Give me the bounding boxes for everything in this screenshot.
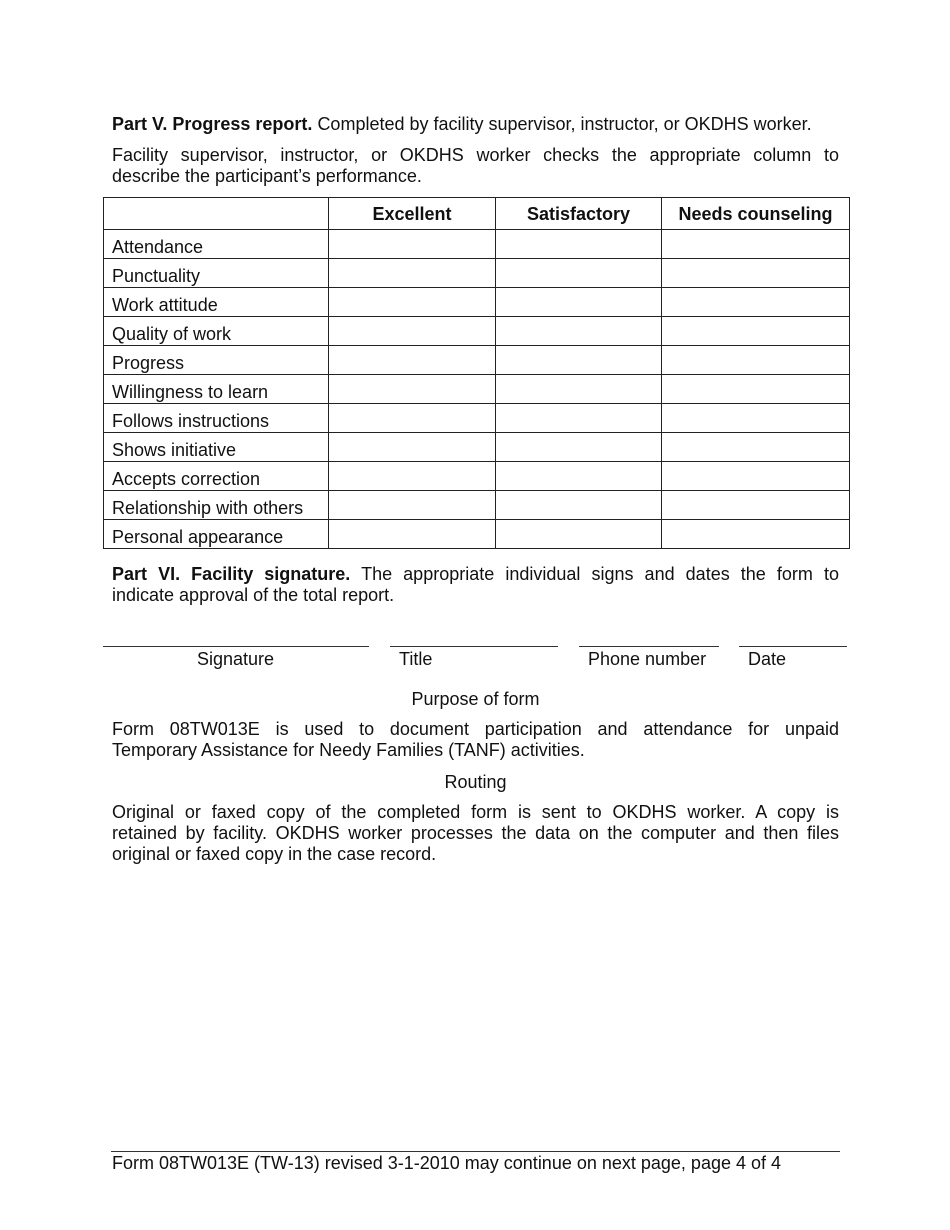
row-label-work-attitude: Work attitude [104, 288, 329, 317]
row-label-attendance: Attendance [104, 230, 329, 259]
part5-intro-text: Completed by facility supervisor, instructor, or OKDHS worker. [317, 114, 812, 134]
table-row [104, 259, 850, 288]
satisfactory-cell[interactable] [496, 317, 662, 346]
needs-counseling-cell[interactable] [662, 520, 850, 549]
title-label: Title [399, 649, 433, 669]
table-header-row [104, 198, 850, 230]
needs-counseling-cell[interactable] [662, 375, 850, 404]
column-header-excellent: Excellent [329, 198, 496, 230]
row-label-quality-of-work: Quality of work [104, 317, 329, 346]
part5-intro [112, 114, 839, 135]
purpose-paragraph [112, 719, 839, 761]
needs-counseling-cell[interactable] [662, 462, 850, 491]
date-line[interactable] [739, 646, 847, 647]
needs-counseling-cell[interactable] [662, 288, 850, 317]
routing-line1: Original or faxed copy of the completed form is sent to OKDHS worker. A copy is [112, 802, 839, 822]
excellent-cell[interactable] [329, 491, 496, 520]
part5-heading: Part V. Progress report. [112, 114, 313, 134]
needs-counseling-cell[interactable] [662, 346, 850, 375]
routing-line2: retained by facility. OKDHS worker processes the data on the computer and then files [112, 823, 839, 843]
excellent-cell[interactable] [329, 404, 496, 433]
needs-counseling-cell[interactable] [662, 259, 850, 288]
part6-paragraph [112, 564, 839, 606]
satisfactory-cell[interactable] [496, 491, 662, 520]
part6-text-line1: The appropriate individual signs and dates the form to [361, 564, 839, 584]
part6-text-line2: indicate approval of the total report. [112, 585, 395, 605]
satisfactory-cell[interactable] [496, 462, 662, 491]
column-header-satisfactory: Satisfactory [496, 198, 662, 230]
table-row [104, 288, 850, 317]
row-label-accepts-correction: Accepts correction [104, 462, 329, 491]
table-row [104, 433, 850, 462]
part6-line1 [112, 564, 839, 585]
row-label-shows-initiative: Shows initiative [104, 433, 329, 462]
satisfactory-cell[interactable] [496, 288, 662, 317]
needs-counseling-cell[interactable] [662, 433, 850, 462]
satisfactory-cell[interactable] [496, 259, 662, 288]
needs-counseling-cell[interactable] [662, 404, 850, 433]
satisfactory-cell[interactable] [496, 404, 662, 433]
row-label-personal-appearance: Personal appearance [104, 520, 329, 549]
row-label-willingness-to-learn: Willingness to learn [104, 375, 329, 404]
excellent-cell[interactable] [329, 520, 496, 549]
satisfactory-cell[interactable] [496, 230, 662, 259]
satisfactory-cell[interactable] [496, 520, 662, 549]
table-row [104, 317, 850, 346]
needs-counseling-cell[interactable] [662, 491, 850, 520]
title-line[interactable] [390, 646, 558, 647]
performance-table [103, 197, 850, 549]
excellent-cell[interactable] [329, 375, 496, 404]
routing-paragraph [112, 802, 839, 865]
part5-instruction-line2: describe the participant’s performance. [112, 166, 422, 186]
table-row [104, 230, 850, 259]
excellent-cell[interactable] [329, 433, 496, 462]
table-row [104, 404, 850, 433]
routing-line3: original or faxed copy in the case record. [112, 844, 437, 864]
part6-heading: Part VI. Facility signature. [112, 564, 351, 584]
excellent-cell[interactable] [329, 462, 496, 491]
footer-text: Form 08TW013E (TW-13) revised 3-1-2010 may continue on next page, page 4 of 4 [112, 1153, 782, 1173]
row-label-follows-instructions: Follows instructions [104, 404, 329, 433]
date-label: Date [748, 649, 787, 669]
needs-counseling-cell[interactable] [662, 317, 850, 346]
row-label-relationship-with-others: Relationship with others [104, 491, 329, 520]
table-row [104, 520, 850, 549]
satisfactory-cell[interactable] [496, 433, 662, 462]
satisfactory-cell[interactable] [496, 375, 662, 404]
excellent-cell[interactable] [329, 259, 496, 288]
row-label-progress: Progress [104, 346, 329, 375]
phone-number-line[interactable] [579, 646, 719, 647]
signature-line[interactable] [103, 646, 369, 647]
column-header-label [104, 198, 329, 230]
column-header-needs-counseling: Needs counseling [662, 198, 850, 230]
signature-label: Signature [197, 649, 275, 669]
excellent-cell[interactable] [329, 317, 496, 346]
table-row [104, 491, 850, 520]
row-label-punctuality: Punctuality [104, 259, 329, 288]
purpose-line2: Temporary Assistance for Needy Families (TANF) activities. [112, 740, 585, 760]
purpose-line1: Form 08TW013E is used to document participation and attendance for unpaid [112, 719, 839, 739]
phone-number-label: Phone number [588, 649, 707, 669]
table-row [104, 375, 850, 404]
routing-heading: Routing [444, 772, 507, 792]
satisfactory-cell[interactable] [496, 346, 662, 375]
excellent-cell[interactable] [329, 288, 496, 317]
excellent-cell[interactable] [329, 230, 496, 259]
part5-instruction-line1: Facility supervisor, instructor, or OKDHS worker checks the appropriate column to [112, 145, 839, 165]
excellent-cell[interactable] [329, 346, 496, 375]
table-row [104, 462, 850, 491]
needs-counseling-cell[interactable] [662, 230, 850, 259]
part5-instructions [112, 145, 839, 187]
table-row [104, 346, 850, 375]
purpose-heading: Purpose of form [411, 689, 540, 709]
